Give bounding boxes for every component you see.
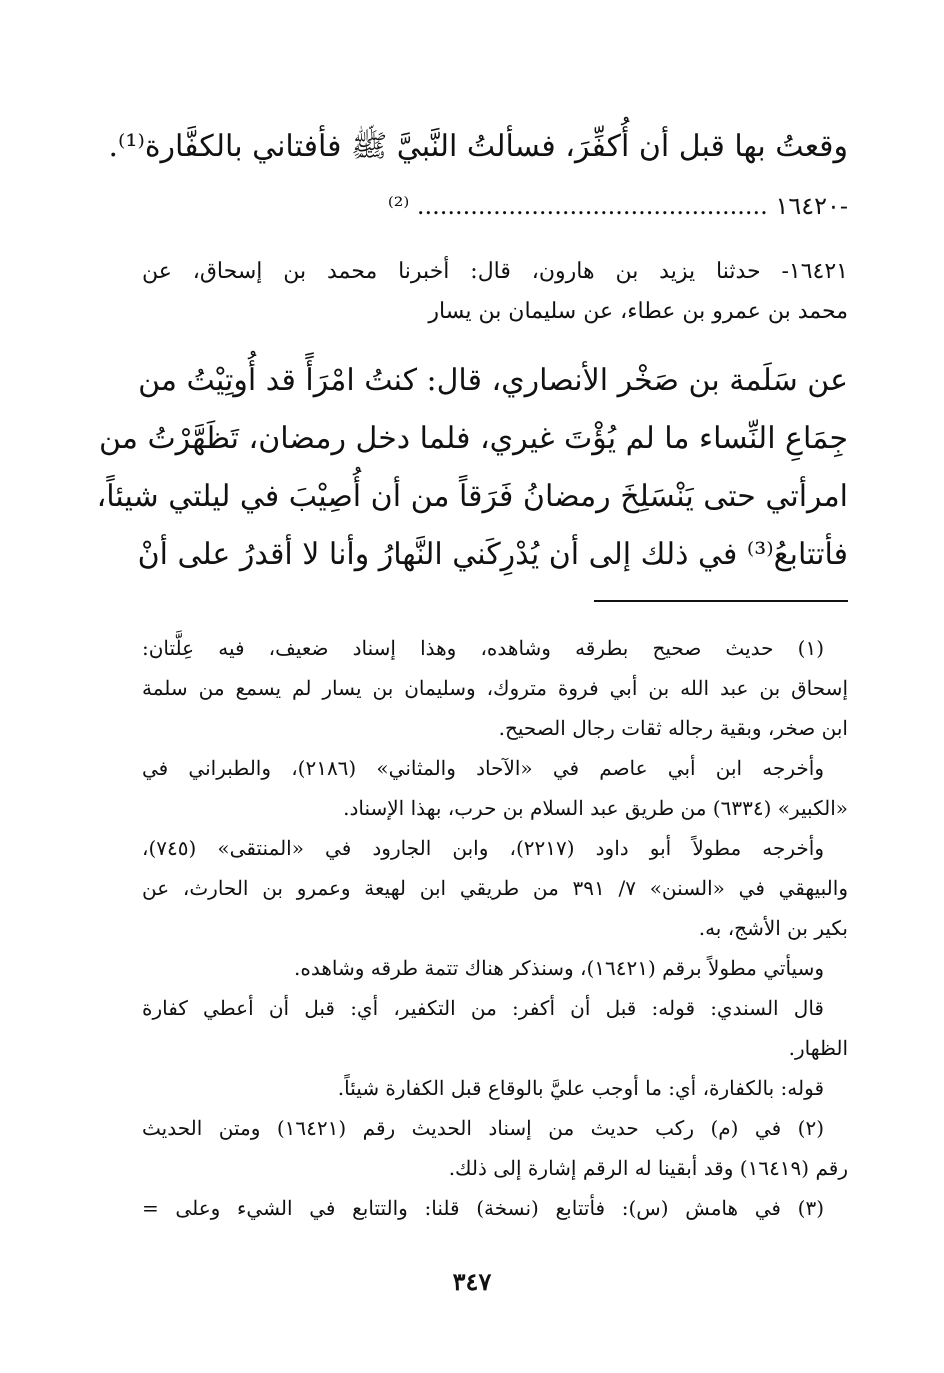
footnote-line: والبيهقي في «السنن» ٧/ ٣٩١ من طريقي ابن لهيعة وعمرو بن الحارث، عن — [142, 876, 848, 900]
hadith-16421-isnad — [142, 252, 848, 332]
footnote-line: (٢) في (م) ركب حديث من إسناد الحديث رقم (١٦٤٢١) ومتن الحديث — [142, 1116, 824, 1140]
hadith-16421-matn — [96, 352, 848, 584]
footnote-line: «الكبير» (٦٣٣٤) من طريق عبد السلام بن حرب، بهذا الإسناد. — [343, 796, 848, 820]
footnote-line: ابن صخر، وبقية رجاله ثقات رجال الصحيح. — [498, 716, 848, 740]
matn-line: فأتتابعُ⁽³⁾ في ذلك إلى أن يُدْرِكَني النَّهارُ وأنا لا أقدرُ على أنْ — [137, 537, 848, 572]
footnote-line: إسحاق بن عبد الله بن أبي فروة متروك، وسليمان بن يسار لم يسمع من سلمة — [142, 676, 848, 700]
footnote-line: قوله: بالكفارة، أي: ما أوجب عليَّ بالوقاع قبل الكفارة شيئاً. — [337, 1076, 824, 1100]
matn-line: جِمَاعِ النِّساء ما لم يُؤْتَ غيري، فلما دخل رمضان، تَظَهَّرْتُ من — [99, 421, 848, 456]
footnotes — [142, 628, 848, 1228]
footnote-line: وأخرجه ابن أبي عاصم في «الآحاد والمثاني» (٢١٨٦)، والطبراني في — [142, 756, 824, 780]
footnote-line: وسيأتي مطولاً برقم (١٦٤٢١)، وسنذكر هناك تتمة طرقه وشاهده. — [294, 956, 824, 980]
footnote-line: (١) حديث صحيح بطرقه وشاهده، وهذا إسناد ضعيف، فيه عِلَّتان: — [142, 636, 824, 660]
matn-line: عن سَلَمة بن صَخْر الأنصاري، قال: كنتُ امْرَأً قد أُوتِيْتُ من — [138, 363, 848, 398]
footnote-line: (٣) في هامش (س): فأتتابع (نسخة) قلنا: والتتابع في الشيء وعلى = — [142, 1196, 824, 1220]
footnote-line: قال السندي: قوله: قبل أن أكفر: من التكفير، أي: قبل أن أعطي كفارة — [142, 996, 824, 1020]
isnad-line: محمد بن عمرو بن عطاء، عن سليمان بن يسار — [428, 299, 848, 324]
page-number: ٣٤٧ — [452, 1267, 492, 1296]
footnote-separator — [594, 600, 848, 602]
footnote-line: بكير بن الأشج، به. — [698, 916, 848, 940]
intro-closing-line: وقعتُ بها قبل أن أُكفِّرَ، فسألتُ النَّبيَّ ﷺ فأفتاني بالكفَّارة⁽¹⁾. — [108, 129, 848, 164]
footnote-line: رقم (١٦٤١٩) وقد أبقينا له الرقم إشارة إلى ذلك. — [448, 1156, 848, 1180]
matn-line: امرأتي حتى يَنْسَلِخَ رمضانُ فَرَقاً من أن أُصِيْبَ في ليلتي شيئاً، — [96, 479, 848, 514]
footnote-line: وأخرجه مطولاً أبو داود (٢٢١٧)، وابن الجارود في «المنتقى» (٧٤٥)، — [142, 836, 824, 860]
hadith-16420-number-line: -١٦٤٢٠ .............................................. ⁽²⁾ — [387, 192, 848, 220]
isnad-line: ١٦٤٢١- حدثنا يزيد بن هارون، قال: أخبرنا محمد بن إسحاق، عن — [142, 259, 848, 284]
footnote-line: الظهار. — [788, 1036, 848, 1060]
